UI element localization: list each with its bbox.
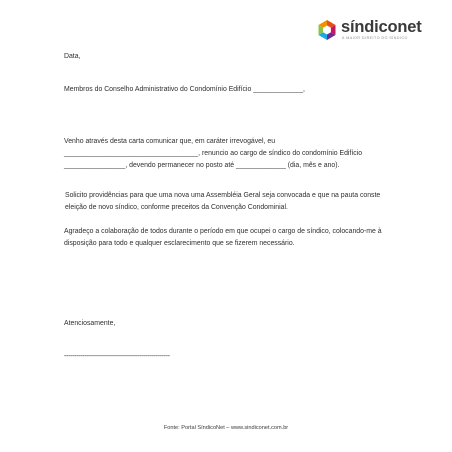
- date-line: Data,: [64, 53, 81, 60]
- footer-source: Fonte: Portal SíndicoNet – www.sindiconet.com.br: [163, 425, 289, 431]
- logo-wordmark: síndiconet: [341, 18, 422, 36]
- logo-tagline: A MAIOR DIREITO DO SÍNDICO: [342, 36, 408, 40]
- addressee-line: Membros do Conselho Administrativo do Condomínio Edifício _____________,: [64, 86, 305, 93]
- paragraph-assembly: Solicito providências para que uma nova uma Assembléia Geral seja convocada e que na pauta conste eleição de novo síndico, conforme preceitos da Convenção Condominial.: [65, 192, 383, 211]
- sindiconet-logo: [316, 18, 440, 44]
- paragraph-thanks: Agradeço a colaboração de todos durante o período em que ocupei o cargo de síndico, colocando-me à disposição para todo e qualquer esclarecimento que se fizerem necessário.: [64, 228, 384, 247]
- paragraph-resignation: Venho através desta carta comunicar que, em caráter irrevogável, eu ___________________________________, renuncio ao cargo de síndico do condomínio Edifício ________________, devendo permanecer no posto até _____________ (dia, mês e ano).: [64, 138, 364, 169]
- closing: Atenciosamente,: [64, 320, 116, 327]
- signature-line: -----------------------------------------------------: [64, 353, 170, 360]
- sindiconet-hexagon-icon: [316, 19, 338, 41]
